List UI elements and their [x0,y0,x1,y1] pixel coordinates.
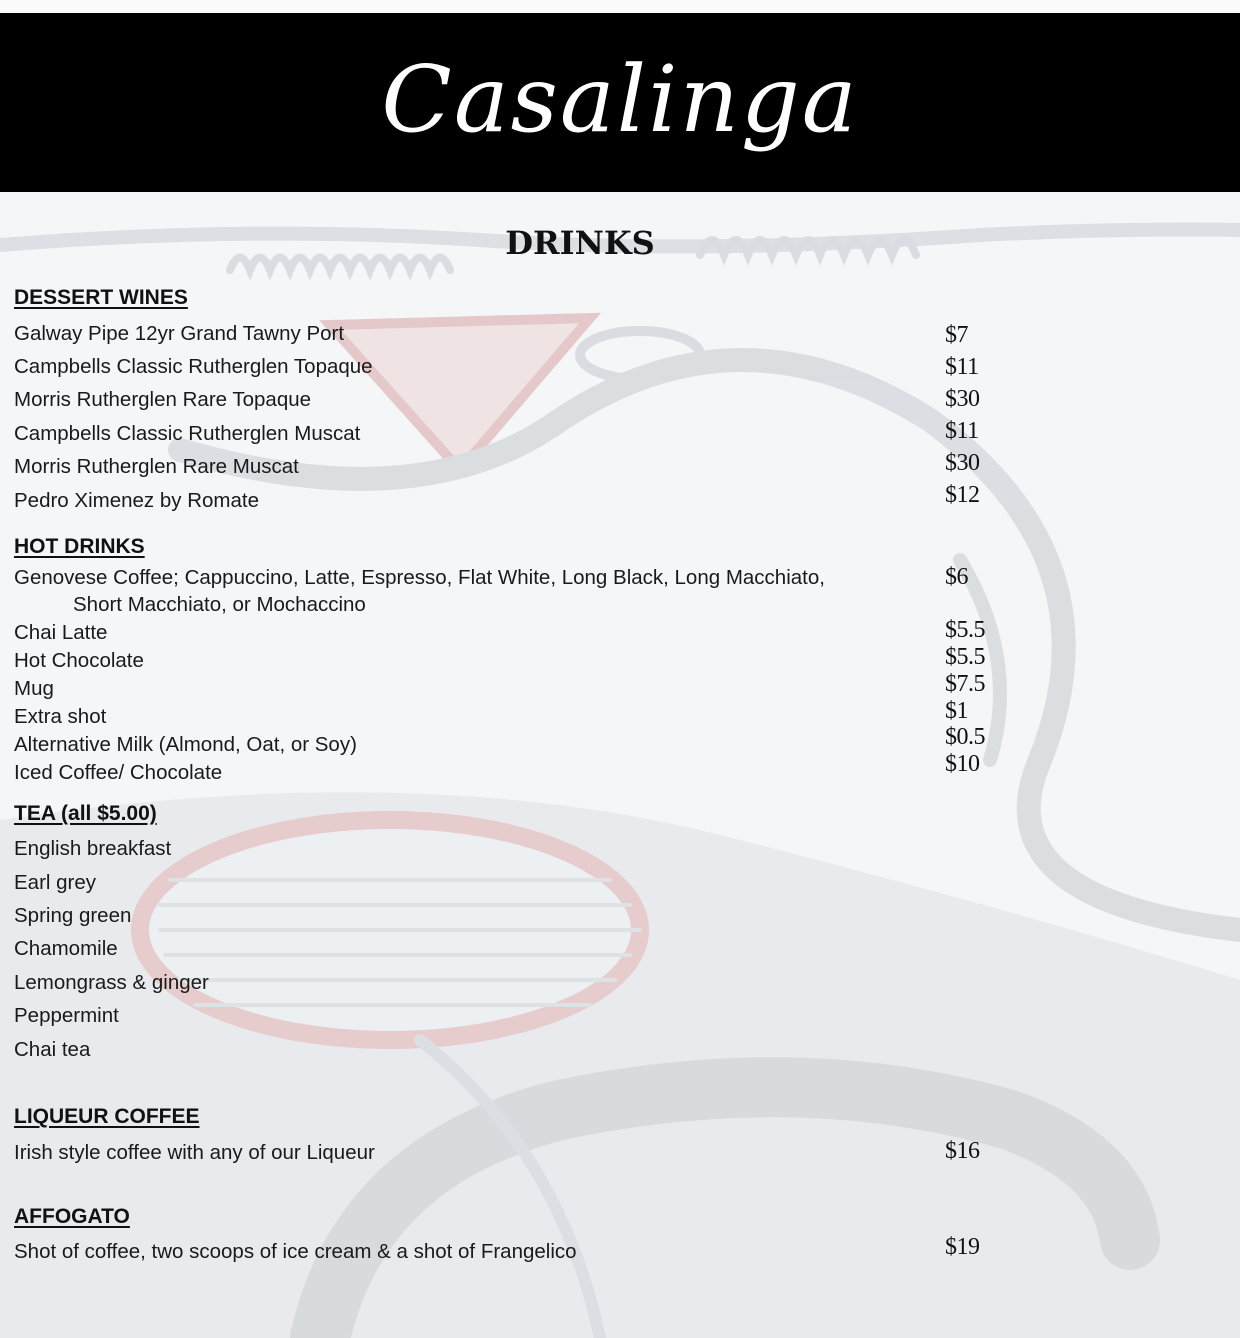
menu-item-price: $30 [945,386,980,412]
menu-item-name: Shot of coffee, two scoops of ice cream & a shot of Frangelico [14,1240,577,1263]
menu-item-name: Galway Pipe 12yr Grand Tawny Port [14,322,345,345]
tea-item: Peppermint [14,1004,119,1027]
menu-item-name: Morris Rutherglen Rare Muscat [14,455,299,478]
menu-item-name: Campbells Classic Rutherglen Muscat [14,422,361,445]
menu-item-name: Genovese Coffee; Cappuccino, Latte, Espresso, Flat White, Long Black, Long Macchiato, [14,566,825,589]
page-title-text: DRINKS [505,224,655,262]
tea-item: Earl grey [14,871,97,894]
menu-item-name: Hot Chocolate [14,649,144,672]
menu-item-price: $0.5 [945,724,985,750]
menu-item-name: Morris Rutherglen Rare Topaque [14,388,312,411]
menu-item-price: $16 [945,1138,980,1164]
menu-item-price: $7.5 [945,671,985,697]
menu-item-name: Chai Latte [14,621,108,644]
menu-item-name: Irish style coffee with any of our Liqueur [14,1141,375,1164]
section-heading-liqueur-coffee: LIQUEUR COFFEE [14,1105,200,1128]
menu-item-price: $1 [945,698,968,724]
menu-item-price: $5.5 [945,644,985,670]
menu-item-price: $19 [945,1234,980,1260]
section-heading-hot-drinks: HOT DRINKS [14,535,145,558]
menu-item-name: Campbells Classic Rutherglen Topaque [14,355,373,378]
tea-item: Chai tea [14,1038,91,1061]
page-title [0,224,1160,262]
tea-item: Spring green [14,904,132,927]
menu-item-name: Mug [14,677,54,700]
menu-item-name: Extra shot [14,705,107,728]
section-heading-dessert-wines: DESSERT WINES [14,286,188,309]
menu-item-name-continued: Short Macchiato, or Mochaccino [73,593,366,616]
menu-item-price: $30 [945,450,980,476]
menu-item-price: $10 [945,751,980,777]
menu-item-price: $11 [945,354,979,380]
tea-item: English breakfast [14,837,172,860]
menu-item-price: $11 [945,418,979,444]
menu-item-name: Alternative Milk (Almond, Oat, or Soy) [14,733,357,756]
menu-item-name: Pedro Ximenez by Romate [14,489,259,512]
menu-item-name: Iced Coffee/ Chocolate [14,761,223,784]
section-heading-affogato: AFFOGATO [14,1205,130,1228]
menu-item-price: $6 [945,564,968,590]
menu-item-price: $5.5 [945,617,985,643]
menu-item-price: $12 [945,482,980,508]
section-heading-tea: TEA (all $5.00) [14,802,157,825]
menu-item-price: $7 [945,322,968,348]
brand-logo-text: Casalinga [381,46,859,153]
tea-item: Chamomile [14,937,118,960]
tea-item: Lemongrass & ginger [14,971,209,994]
